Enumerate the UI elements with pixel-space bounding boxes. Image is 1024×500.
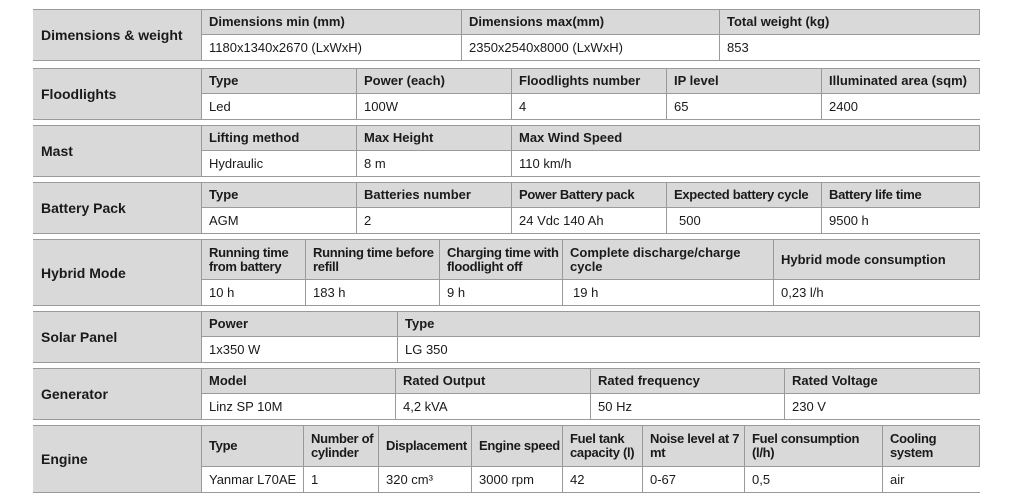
header-dimensions-max: Dimensions max(mm) [462,10,720,35]
header-rated-voltage: Rated Voltage [785,369,980,394]
value-ip-level: 65 [667,94,822,119]
section-dimensions-weight [33,9,980,61]
section-mast [33,125,980,177]
value-battery-life-time: 9500 h [822,208,980,233]
value-hybrid-consumption: 0,23 l/h [774,280,980,305]
value-rated-voltage: 230 V [785,394,980,419]
section-label: Engine [33,426,202,492]
value-floodlights-number: 4 [512,94,667,119]
value-total-weight: 853 [720,35,980,60]
header-power-each: Power (each) [357,69,512,94]
header-floodlight-type: Type [202,69,357,94]
value-running-time-battery: 10 h [202,280,306,305]
header-batteries-number: Batteries number [357,183,512,208]
value-max-height: 8 m [357,151,512,176]
value-illuminated-area: 2400 [822,94,980,119]
header-rated-output: Rated Output [396,369,591,394]
value-running-time-refill: 183 h [306,280,440,305]
header-noise-level: Noise level at 7 mt [643,426,745,467]
section-label: Mast [33,126,202,176]
section-engine [33,425,980,493]
header-cooling-system: Cooling system [883,426,980,467]
section-label: Solar Panel [33,312,202,362]
header-power-battery-pack: Power Battery pack [512,183,667,208]
section-label: Floodlights [33,69,202,119]
header-battery-type: Type [202,183,357,208]
value-discharge-charge-cycle: 19 h [563,280,774,305]
value-floodlight-type: Led [202,94,357,119]
header-hybrid-consumption: Hybrid mode consumption [774,240,980,280]
header-fuel-consumption: Fuel consumption (l/h) [745,426,883,467]
value-dimensions-max: 2350x2540x8000 (LxWxH) [462,35,720,60]
header-charging-time: Charging time with floodlight off [440,240,563,280]
value-dimensions-min: 1180x1340x2670 (LxWxH) [202,35,462,60]
section-battery-pack [33,182,980,234]
value-fuel-tank-capacity: 42 [563,467,643,492]
value-number-of-cylinder: 1 [304,467,379,492]
value-power-battery-pack: 24 Vdc 140 Ah [512,208,667,233]
header-solar-type: Type [398,312,980,337]
section-hybrid-mode [33,239,980,306]
header-dimensions-min: Dimensions min (mm) [202,10,462,35]
header-total-weight: Total weight (kg) [720,10,980,35]
value-solar-type: LG 350 [398,337,980,362]
section-label: Generator [33,369,202,419]
value-max-wind-speed: 110 km/h [512,151,980,176]
header-generator-model: Model [202,369,396,394]
value-displacement: 320 cm³ [379,467,472,492]
section-solar-panel [33,311,980,363]
header-rated-frequency: Rated frequency [591,369,785,394]
value-engine-speed: 3000 rpm [472,467,563,492]
header-number-of-cylinder: Number of cylinder [304,426,379,467]
header-fuel-tank-capacity: Fuel tank capacity (l) [563,426,643,467]
value-charging-time: 9 h [440,280,563,305]
header-displacement: Displacement [379,426,472,467]
header-running-time-refill: Running time before refill [306,240,440,280]
value-solar-power: 1x350 W [202,337,398,362]
header-floodlights-number: Floodlights number [512,69,667,94]
section-generator [33,368,980,420]
section-label: Battery Pack [33,183,202,233]
section-floodlights [33,68,980,120]
value-noise-level: 0-67 [643,467,745,492]
header-max-height: Max Height [357,126,512,151]
header-illuminated-area: Illuminated area (sqm) [822,69,980,94]
value-fuel-consumption: 0,5 [745,467,883,492]
value-power-each: 100W [357,94,512,119]
value-engine-type: Yanmar L70AE [202,467,304,492]
header-battery-life-time: Battery life time [822,183,980,208]
value-generator-model: Linz SP 10M [202,394,396,419]
header-running-time-battery: Running time from battery [202,240,306,280]
section-label: Hybrid Mode [33,240,202,305]
header-lifting-method: Lifting method [202,126,357,151]
value-rated-frequency: 50 Hz [591,394,785,419]
header-max-wind-speed: Max Wind Speed [512,126,980,151]
value-batteries-number: 2 [357,208,512,233]
value-cooling-system: air [883,467,980,492]
value-lifting-method: Hydraulic [202,151,357,176]
header-solar-power: Power [202,312,398,337]
value-rated-output: 4,2 kVA [396,394,591,419]
header-expected-battery-cycle: Expected battery cycle [667,183,822,208]
header-discharge-charge-cycle: Complete discharge/charge cycle [563,240,774,280]
header-ip-level: IP level [667,69,822,94]
header-engine-type: Type [202,426,304,467]
header-engine-speed: Engine speed [472,426,563,467]
section-label: Dimensions & weight [33,10,202,60]
value-expected-battery-cycle: 500 [667,208,822,233]
value-battery-type: AGM [202,208,357,233]
